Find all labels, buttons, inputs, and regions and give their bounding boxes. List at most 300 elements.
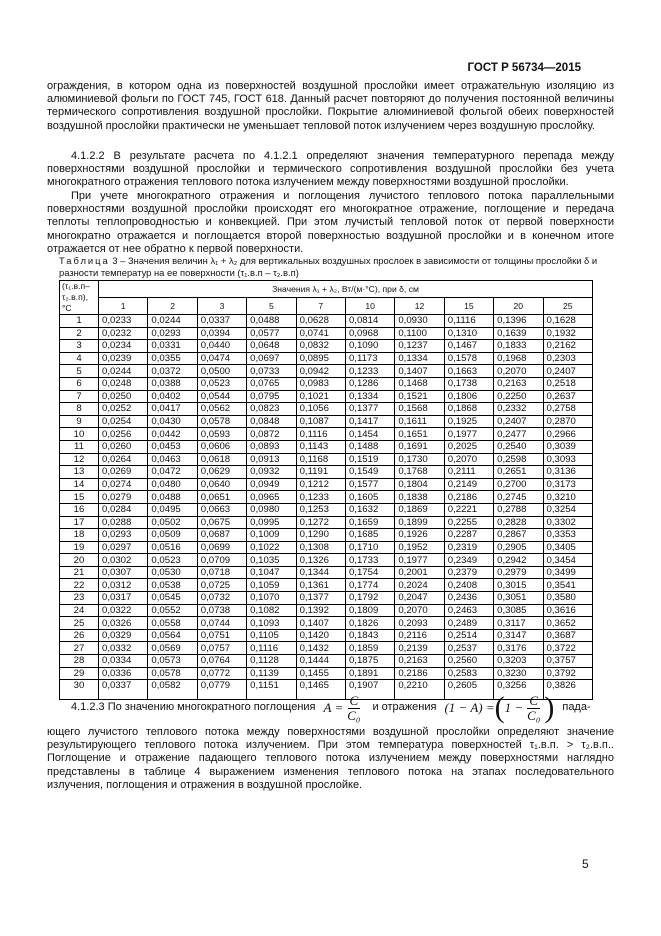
table-cell: 0,0332 <box>99 642 148 655</box>
table-cell: 0,0651 <box>197 491 246 504</box>
table-cell: 0,1334 <box>345 390 394 403</box>
table-row <box>60 579 593 592</box>
table-cell: 0,1952 <box>395 541 444 554</box>
table-cell: 0,3136 <box>543 466 592 479</box>
row-temperature-difference: 12 <box>60 453 99 466</box>
table-cell: 0,1792 <box>345 592 394 605</box>
table-cell: 0,2870 <box>543 415 592 428</box>
column-header-delta-10: 10 <box>345 298 394 315</box>
table-cell: 0,2149 <box>444 478 493 491</box>
table-cell: 0,3117 <box>494 617 543 630</box>
paragraph-text: 4.1.2.3 По значению многократного поглощения <box>71 701 316 714</box>
table-cell: 0,3085 <box>494 604 543 617</box>
fraction-numerator: C <box>349 692 359 708</box>
row-temperature-difference: 24 <box>60 604 99 617</box>
table-row <box>60 415 593 428</box>
table-cell: 0,3230 <box>494 667 543 680</box>
row-temperature-difference: 9 <box>60 415 99 428</box>
table-cell: 0,0502 <box>148 516 197 529</box>
table-cell: 0,1977 <box>444 428 493 441</box>
table-cell: 0,1173 <box>345 352 394 365</box>
table-cell: 0,2518 <box>543 377 592 390</box>
table-cell: 0,1768 <box>395 466 444 479</box>
table-cell: 0,0544 <box>197 390 246 403</box>
row-temperature-difference: 4 <box>60 352 99 365</box>
table-cell: 0,0293 <box>148 327 197 340</box>
table-cell: 0,0250 <box>99 390 148 403</box>
table-row <box>60 327 593 340</box>
table-cell: 0,2047 <box>395 592 444 605</box>
table-cell: 0,1082 <box>247 604 296 617</box>
table-cell: 0,1710 <box>345 541 394 554</box>
table-cell: 0,0355 <box>148 352 197 365</box>
table-cell: 0,2942 <box>494 554 543 567</box>
table-cell: 0,1417 <box>345 415 394 428</box>
table-cell: 0,1070 <box>247 592 296 605</box>
table-cell: 0,0523 <box>197 377 246 390</box>
table-cell: 0,0233 <box>99 315 148 328</box>
table-cell: 0,0394 <box>197 327 246 340</box>
right-paren: ) <box>544 691 555 724</box>
table-cell: 0,2319 <box>444 541 493 554</box>
table-cell: 0,1611 <box>395 415 444 428</box>
paragraph-4-1-2-3-formula-line <box>47 690 614 726</box>
paragraph-text: пада- <box>562 701 591 714</box>
table-cell: 0,1212 <box>296 478 345 491</box>
table-cell: 0,0337 <box>99 680 148 700</box>
table-cell: 0,0629 <box>197 466 246 479</box>
table-caption-label: Таблица <box>59 255 110 266</box>
table-cell: 0,1168 <box>296 453 345 466</box>
table-cell: 0,1869 <box>395 503 444 516</box>
table-row <box>60 667 593 680</box>
table-cell: 0,1733 <box>345 554 394 567</box>
table-cell: 0,0744 <box>197 617 246 630</box>
table-cell: 0,1021 <box>296 390 345 403</box>
row-temperature-difference: 21 <box>60 566 99 579</box>
table-cell: 0,0232 <box>99 327 148 340</box>
table-cell: 0,0772 <box>197 667 246 680</box>
table-cell: 0,0307 <box>99 566 148 579</box>
table-cell: 0,3254 <box>543 503 592 516</box>
table-cell: 0,1361 <box>296 579 345 592</box>
table-cell: 0,1968 <box>494 352 543 365</box>
table-cell: 0,0440 <box>197 340 246 353</box>
table-cell: 0,0738 <box>197 604 246 617</box>
table-row <box>60 617 593 630</box>
table-cell: 0,0628 <box>296 315 345 328</box>
column-header-delta-25: 25 <box>543 298 592 315</box>
table-cell: 0,1833 <box>494 340 543 353</box>
table-cell: 0,0618 <box>197 453 246 466</box>
row-temperature-difference: 5 <box>60 365 99 378</box>
table-cell: 0,1308 <box>296 541 345 554</box>
table-cell: 0,1392 <box>296 604 345 617</box>
table-cell: 0,3580 <box>543 592 592 605</box>
table-cell: 0,2407 <box>494 415 543 428</box>
table-cell: 0,0751 <box>197 629 246 642</box>
table-cell: 0,0248 <box>99 377 148 390</box>
row-temperature-difference: 23 <box>60 592 99 605</box>
row-temperature-difference: 19 <box>60 541 99 554</box>
table-cell: 0,1809 <box>345 604 394 617</box>
table-cell: 0,0516 <box>148 541 197 554</box>
table-cell: 0,1286 <box>345 377 394 390</box>
table-cell: 0,0932 <box>247 466 296 479</box>
column-header-delta-15: 15 <box>444 298 493 315</box>
table-cell: 0,0764 <box>197 655 246 668</box>
table-cell: 0,2651 <box>494 466 543 479</box>
table-cell: 0,0814 <box>345 315 394 328</box>
column-header-delta-7: 7 <box>296 298 345 315</box>
table-header-row-group <box>60 281 593 298</box>
table-cell: 0,1326 <box>296 554 345 567</box>
table-cell: 0,0980 <box>247 503 296 516</box>
table-cell: 0,1907 <box>345 680 394 700</box>
table-cell: 0,2070 <box>444 453 493 466</box>
row-temperature-difference: 11 <box>60 440 99 453</box>
row-temperature-difference: 28 <box>60 655 99 668</box>
table-cell: 0,3256 <box>494 680 543 700</box>
table-cell: 0,1691 <box>395 440 444 453</box>
row-temperature-difference: 30 <box>60 680 99 700</box>
table-cell: 0,3147 <box>494 629 543 642</box>
table-cell: 0,1035 <box>247 554 296 567</box>
table-caption-number: 3 <box>112 255 118 266</box>
table-cell: 0,2093 <box>395 617 444 630</box>
table-cell: 0,2758 <box>543 403 592 416</box>
table-cell: 0,2605 <box>444 680 493 700</box>
table-cell: 0,0779 <box>197 680 246 700</box>
row-temperature-difference: 1 <box>60 315 99 328</box>
table-cell: 0,1128 <box>247 655 296 668</box>
table-cell: 0,1843 <box>345 629 394 642</box>
table-cell: 0,2163 <box>494 377 543 390</box>
document-code: ГОСТ Р 56734—2015 <box>467 62 581 74</box>
table-cell: 0,0239 <box>99 352 148 365</box>
table-cell: 0,1344 <box>296 566 345 579</box>
column-header-delta-5: 5 <box>247 298 296 315</box>
table-cell: 0,1444 <box>296 655 345 668</box>
table-cell: 0,0913 <box>247 453 296 466</box>
table-cell: 0,2514 <box>444 629 493 642</box>
table-cell: 0,0965 <box>247 491 296 504</box>
table-row <box>60 642 593 655</box>
table-cell: 0,2828 <box>494 516 543 529</box>
table-cell: 0,0442 <box>148 428 197 441</box>
paragraph-text: При учете многократного отражения и поглощения лучистого теплового потока параллельными поверхностями воздушной прослойки происходят его многократное отражение, поглощение и передача теплоты теплопроводностью и конвекцией. При этом лучистый тепловой поток от первой поверхности многократно отражается и поглощается второй поверхностью воздушной прослойки и в конечном итоге отражается от нее обратно к первой поверхности. <box>47 190 614 255</box>
table-cell: 0,0244 <box>99 365 148 378</box>
table-cell: 0,0293 <box>99 529 148 542</box>
table-cell: 0,3541 <box>543 579 592 592</box>
table-cell: 0,0302 <box>99 554 148 567</box>
table-cell: 0,2349 <box>444 554 493 567</box>
table-cell: 0,1875 <box>345 655 394 668</box>
absorption-fraction <box>347 694 360 723</box>
table-cell: 0,0569 <box>148 642 197 655</box>
table-cell: 0,2001 <box>395 566 444 579</box>
table-cell: 0,1116 <box>296 428 345 441</box>
table-cell: 0,0983 <box>296 377 345 390</box>
table-cell: 0,0741 <box>296 327 345 340</box>
table-cell: 0,1377 <box>296 592 345 605</box>
table-caption-text: – Значения величин λ₁ + λ₂ для вертикальных воздушных прослоек в зависимости от толщины прослойки δ и разности температур на ее поверхности (τ₁.в.п – τ₂.в.п) <box>59 255 598 278</box>
table-cell: 0,1116 <box>444 315 493 328</box>
table-cell: 0,0463 <box>148 453 197 466</box>
table-cell: 0,0942 <box>296 365 345 378</box>
table-cell: 0,0472 <box>148 466 197 479</box>
row-temperature-difference: 2 <box>60 327 99 340</box>
table-cell: 0,1087 <box>296 415 345 428</box>
table-row <box>60 352 593 365</box>
table-cell: 0,0709 <box>197 554 246 567</box>
table-cell: 0,1891 <box>345 667 394 680</box>
fraction-denominator: C₀ <box>527 707 541 723</box>
row-temperature-difference: 8 <box>60 403 99 416</box>
table-cell: 0,1093 <box>247 617 296 630</box>
table-cell: 0,1233 <box>345 365 394 378</box>
table-cell: 0,1467 <box>444 340 493 353</box>
table-cell: 0,0606 <box>197 440 246 453</box>
table-cell: 0,0417 <box>148 403 197 416</box>
table-cell: 0,1465 <box>296 680 345 700</box>
table-cell: 0,2221 <box>444 503 493 516</box>
table-cell: 0,1116 <box>247 642 296 655</box>
table-cell: 0,3454 <box>543 554 592 567</box>
table-cell: 0,0995 <box>247 516 296 529</box>
table-row <box>60 377 593 390</box>
table-cell: 0,0893 <box>247 440 296 453</box>
table-cell: 0,0297 <box>99 541 148 554</box>
table-cell: 0,1838 <box>395 491 444 504</box>
table-cell: 0,0474 <box>197 352 246 365</box>
table-cell: 0,0687 <box>197 529 246 542</box>
table-cell: 0,1774 <box>345 579 394 592</box>
row-temperature-difference: 17 <box>60 516 99 529</box>
table-cell: 0,0640 <box>197 478 246 491</box>
table-row <box>60 453 593 466</box>
table-row <box>60 478 593 491</box>
table-cell: 0,0675 <box>197 516 246 529</box>
table-cell: 0,0453 <box>148 440 197 453</box>
table-cell: 0,0254 <box>99 415 148 428</box>
table-cell: 0,1253 <box>296 503 345 516</box>
table-cell: 0,1977 <box>395 554 444 567</box>
table-cell: 0,1659 <box>345 516 394 529</box>
table-cell: 0,2537 <box>444 642 493 655</box>
table-cell: 0,0795 <box>247 390 296 403</box>
table-row <box>60 541 593 554</box>
row-temperature-difference: 26 <box>60 629 99 642</box>
table-cell: 0,2867 <box>494 529 543 542</box>
table-cell: 0,0336 <box>99 667 148 680</box>
table-cell: 0,0495 <box>148 503 197 516</box>
paragraph-text: ограждения, в котором одна из поверхностей воздушной прослойки имеет отражательную изоляцию из алюминиевой фольги по ГОСТ 745, ГОСТ 618. Данный расчет повторяют до получения постоянной величины термического сопротивления воздушной прослойки. Покрытие алюминиевой фольгой обеих поверхностей воздушной прослойки практически не уменьшает тепловой поток излучением через воздушную прослойку. <box>47 80 614 132</box>
table-cell: 0,1100 <box>395 327 444 340</box>
table-cell: 0,0256 <box>99 428 148 441</box>
table-cell: 0,2303 <box>543 352 592 365</box>
reflection-fraction <box>527 694 540 723</box>
table-cell: 0,2407 <box>543 365 592 378</box>
table-cell: 0,2637 <box>543 390 592 403</box>
row-temperature-difference: 15 <box>60 491 99 504</box>
table-cell: 0,1685 <box>345 529 394 542</box>
table-cell: 0,2332 <box>494 403 543 416</box>
table-cell: 0,0732 <box>197 592 246 605</box>
table-row <box>60 566 593 579</box>
table-cell: 0,1925 <box>444 415 493 428</box>
table-cell: 0,0488 <box>148 491 197 504</box>
row-temperature-difference: 20 <box>60 554 99 567</box>
table-cell: 0,2745 <box>494 491 543 504</box>
table-cell: 0,0577 <box>247 327 296 340</box>
table-cell: 0,3176 <box>494 642 543 655</box>
table-cell: 0,0832 <box>296 340 345 353</box>
table-cell: 0,2024 <box>395 579 444 592</box>
table-cell: 0,0500 <box>197 365 246 378</box>
table-cell: 0,0388 <box>148 377 197 390</box>
table-cell: 0,0260 <box>99 440 148 453</box>
table-row <box>60 655 593 668</box>
table-cell: 0,0545 <box>148 592 197 605</box>
table-cell: 0,1455 <box>296 667 345 680</box>
table-cell: 0,3039 <box>543 440 592 453</box>
table-cell: 0,2489 <box>444 617 493 630</box>
table-row <box>60 491 593 504</box>
table-cell: 0,0334 <box>99 655 148 668</box>
table-cell: 0,0558 <box>148 617 197 630</box>
table-cell: 0,1754 <box>345 566 394 579</box>
table-cell: 0,0895 <box>296 352 345 365</box>
table-cell: 0,0573 <box>148 655 197 668</box>
table-cell: 0,2139 <box>395 642 444 655</box>
table-row <box>60 440 593 453</box>
table-header-row-columns <box>60 298 593 315</box>
table-cell: 0,2540 <box>494 440 543 453</box>
table-cell: 0,1859 <box>345 642 394 655</box>
table-cell: 0,1804 <box>395 478 444 491</box>
table-cell: 0,2408 <box>444 579 493 592</box>
row-temperature-difference: 13 <box>60 466 99 479</box>
table-cell: 0,0269 <box>99 466 148 479</box>
table-cell: 0,1151 <box>247 680 296 700</box>
row-temperature-difference: 16 <box>60 503 99 516</box>
table-row <box>60 365 593 378</box>
column-header-delta-12: 12 <box>395 298 444 315</box>
table-cell: 0,3687 <box>543 629 592 642</box>
table-cell: 0,1272 <box>296 516 345 529</box>
table-cell: 0,1868 <box>444 403 493 416</box>
temperature-difference-header: (τ₁.в.п– τ₂.в.п), °С <box>60 281 99 315</box>
table-row <box>60 428 593 441</box>
table-cell: 0,0648 <box>247 340 296 353</box>
table-cell: 0,0968 <box>345 327 394 340</box>
table-cell: 0,2700 <box>494 478 543 491</box>
table-cell: 0,0331 <box>148 340 197 353</box>
table-cell: 0,2463 <box>444 604 493 617</box>
page-number: 5 <box>582 857 589 871</box>
table-cell: 0,3210 <box>543 491 592 504</box>
table-cell: 0,1738 <box>444 377 493 390</box>
table-cell: 0,1009 <box>247 529 296 542</box>
table-cell: 0,1310 <box>444 327 493 340</box>
table-cell: 0,1407 <box>395 365 444 378</box>
table-cell: 0,2255 <box>444 516 493 529</box>
lambda-values-table <box>59 280 593 700</box>
table-cell: 0,1577 <box>345 478 394 491</box>
table-cell: 0,2186 <box>444 491 493 504</box>
table-cell: 0,1519 <box>345 453 394 466</box>
table-cell: 0,1932 <box>543 327 592 340</box>
table-row <box>60 516 593 529</box>
table-cell: 0,0284 <box>99 503 148 516</box>
table-cell: 0,0663 <box>197 503 246 516</box>
paragraph-text: и отражения <box>372 701 437 714</box>
table-cell: 0,1233 <box>296 491 345 504</box>
table-row <box>60 604 593 617</box>
table-cell: 0,1432 <box>296 642 345 655</box>
row-temperature-difference: 7 <box>60 390 99 403</box>
table-cell: 0,1549 <box>345 466 394 479</box>
table-cell: 0,0593 <box>197 428 246 441</box>
table-cell: 0,0848 <box>247 415 296 428</box>
row-temperature-difference: 22 <box>60 579 99 592</box>
table-row <box>60 554 593 567</box>
table-cell: 0,1237 <box>395 340 444 353</box>
table-cell: 0,0578 <box>148 667 197 680</box>
table-cell: 0,1022 <box>247 541 296 554</box>
table-cell: 0,0234 <box>99 340 148 353</box>
paragraph-text: ющего лучистого теплового потока между поверхностями воздушной прослойки определяют значение результирующего теплового потока излучением. При этом температура поверхностей τ₁.в.п. > τ₂.в.п.. Поглощение и отражение падающего теплового потока излучением между поверхностями наглядно представлены в таблице 4 выражением изменения теплового потока на этапах последовательного излучения, поглощения и отражения в воздушной прослойке. <box>47 726 614 791</box>
table-cell: 0,0823 <box>247 403 296 416</box>
table-cell: 0,2436 <box>444 592 493 605</box>
table-cell: 0,2979 <box>494 566 543 579</box>
table-cell: 0,3499 <box>543 566 592 579</box>
table-cell: 0,0264 <box>99 453 148 466</box>
table-cell: 0,0765 <box>247 377 296 390</box>
column-header-delta-3: 3 <box>197 298 246 315</box>
table-cell: 0,0430 <box>148 415 197 428</box>
table-cell: 0,3015 <box>494 579 543 592</box>
table-cell: 0,2598 <box>494 453 543 466</box>
row-temperature-difference: 27 <box>60 642 99 655</box>
table-cell: 0,3203 <box>494 655 543 668</box>
left-paren: ( <box>494 691 505 724</box>
table-cell: 0,2186 <box>395 667 444 680</box>
table-cell: 0,0252 <box>99 403 148 416</box>
table-row <box>60 529 593 542</box>
table-cell: 0,1806 <box>444 390 493 403</box>
table-cell: 0,2162 <box>543 340 592 353</box>
table-body <box>60 315 593 700</box>
table-cell: 0,0279 <box>99 491 148 504</box>
table-cell: 0,0697 <box>247 352 296 365</box>
table-cell: 0,1056 <box>296 403 345 416</box>
table-cell: 0,0480 <box>148 478 197 491</box>
table-cell: 0,3051 <box>494 592 543 605</box>
table-cell: 0,1468 <box>395 377 444 390</box>
table-cell: 0,0578 <box>197 415 246 428</box>
table-cell: 0,1628 <box>543 315 592 328</box>
table-cell: 0,2070 <box>494 365 543 378</box>
table-cell: 0,3302 <box>543 516 592 529</box>
table-cell: 0,1488 <box>345 440 394 453</box>
table-cell: 0,1059 <box>247 579 296 592</box>
table-cell: 0,0949 <box>247 478 296 491</box>
table-cell: 0,2477 <box>494 428 543 441</box>
lambda-group-header: Значения λ₁ + λ₂, Вт/(м·°С), при δ, см <box>99 281 593 298</box>
table-cell: 0,2905 <box>494 541 543 554</box>
